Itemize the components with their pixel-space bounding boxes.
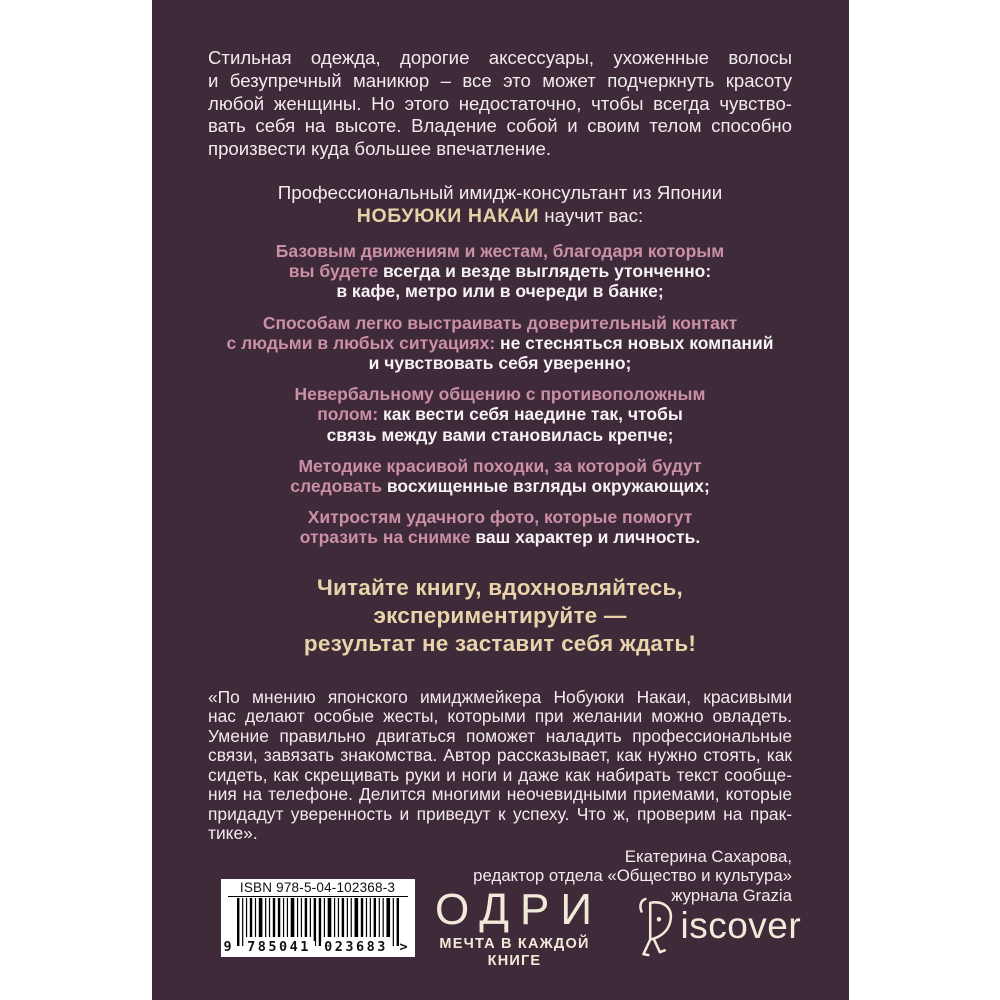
bullet-highlight-text: следовать [290, 476, 387, 497]
bullet-line [208, 404, 792, 424]
bullet-highlight-text: Способам легко выстраивать доверительный контакт [262, 312, 738, 333]
text-line: тике». [208, 823, 258, 844]
odri-tagline-1: МЕЧТА В КАЖДОЙ [439, 936, 590, 952]
text-line: ния на телефоне. Делится многими неочевидными приемами, которые [208, 784, 792, 805]
text-line: вать себя на высоте. Владение собой и своим телом способно [208, 115, 792, 137]
isbn-number: ISBN 978-5-04-102368-3 [228, 880, 408, 897]
cover-content [208, 0, 792, 906]
intro-paragraph [208, 47, 792, 161]
text-line: редактор отдела «Общество и культура» [473, 866, 792, 886]
text-line: любой женщины. Но этого недостаточно, чтобы всегда чувство- [208, 92, 792, 114]
text-line: Екатерина Сахарова, [624, 846, 792, 866]
bullet-plain-text: восхищенные взгляды окружающих; [386, 476, 710, 497]
text-line: Стильная одежда, дорогие аксессуары, ухоженные волосы [208, 47, 792, 68]
isbn-barcode-block [221, 879, 415, 957]
bullet-plain-text: как вести себя наедине так, чтобы [383, 404, 683, 425]
barcode-arrow: > [399, 939, 408, 955]
bullet-line [208, 281, 792, 301]
review-quote [208, 688, 792, 844]
bullet-line [208, 333, 792, 353]
bullet-highlight-text: отразить на снимке [299, 527, 476, 548]
odri-logo-title: ОДРИ [434, 885, 604, 934]
text-line: «По мнению японского имиджмейкера Нобуюки Накаи, красивыми [208, 686, 792, 707]
barcode-digits-group2: 023683 [321, 941, 392, 954]
bullet-plain-text: и чувствовать себя уверенно; [368, 353, 632, 373]
text-line: Читайте книгу, вдохновляйтесь, экспериментируйте — [317, 574, 683, 628]
bullet-plain-text: связь между вами становилась крепче; [326, 424, 674, 445]
bullet-line [208, 353, 792, 373]
bullet-line [208, 456, 792, 476]
bullet-highlight-text: вы будете [288, 261, 384, 282]
bullet-highlight-text: с людьми в любых ситуациях: [226, 332, 501, 353]
bullet-list [208, 241, 792, 548]
text-line: журнала Grazia [671, 886, 792, 906]
bullet-highlight-text: полом: [317, 404, 384, 425]
bullet-highlight-text: Невербальному общению с противоположным [294, 384, 706, 405]
bullet-line [208, 384, 792, 404]
text-line: результат не заставит себя ждать! [303, 630, 697, 656]
text-line: и безупречный маникюр – все это может подчеркнуть красоту [208, 69, 792, 91]
bullet-highlight-text: Методике красивой походки, за которой будут [298, 455, 702, 476]
discover-figure-icon [634, 897, 680, 959]
bullet-line [208, 527, 792, 547]
text-line: нас делают особые жесты, которыми при желании можно овладеть. [208, 706, 792, 727]
consultant-header [208, 181, 792, 228]
text-line: Умение правильно двигаться поможет наладить профессиональные [208, 725, 792, 746]
barcode-digit-left: 9 [223, 939, 232, 955]
bullet-line [208, 507, 792, 527]
bullet-plain-text: всегда и везде выглядеть утонченно: [383, 261, 712, 282]
cta-text [208, 574, 792, 658]
bullet-item [208, 507, 792, 547]
publisher-logo-odri [414, 885, 616, 969]
author-name: НОБУЮКИ НАКАИ [356, 204, 540, 227]
bullet-item [208, 456, 792, 496]
author-line-rest: научит вас: [539, 204, 644, 226]
barcode-digits-group1: 785041 [244, 941, 315, 954]
bullet-plain-text: в кафе, метро или в очереди в банке; [336, 281, 664, 302]
bullet-line [208, 476, 792, 496]
discover-logo-text: iscover [680, 905, 802, 946]
bullet-item [208, 384, 792, 445]
bullet-line [208, 425, 792, 445]
bullet-line [208, 241, 792, 261]
consultant-subtitle: Профессиональный имидж-консультант из Японии [277, 181, 723, 203]
text-line: придадут уверенность и приведут к успеху. Что ж, проверим на прак- [208, 803, 792, 824]
author-line [208, 204, 792, 228]
publisher-logo-discover [634, 897, 802, 959]
text-line: сидеть, как скрещивать руки и ноги и даже как набирать текст сообще- [208, 764, 792, 785]
odri-tagline-2: КНИГЕ [487, 952, 542, 969]
bullet-line [208, 313, 792, 333]
bullet-plain-text: не стесняться новых компаний [500, 332, 774, 353]
bullet-line [208, 261, 792, 281]
bullet-highlight-text: Хитростям удачного фото, которые помогут [307, 507, 693, 528]
bullet-highlight-text: Базовым движениям и жестам, благодаря которым [275, 240, 725, 261]
bullet-plain-text: ваш характер и личность. [475, 527, 701, 548]
bullet-item [208, 241, 792, 302]
bullet-item [208, 313, 792, 374]
text-line: связи, завязать знакомства. Автор рассказывает, как нужно стоять, как [208, 745, 792, 766]
book-back-cover [152, 0, 849, 1000]
text-line: произвести куда большее впечатление. [208, 138, 552, 160]
